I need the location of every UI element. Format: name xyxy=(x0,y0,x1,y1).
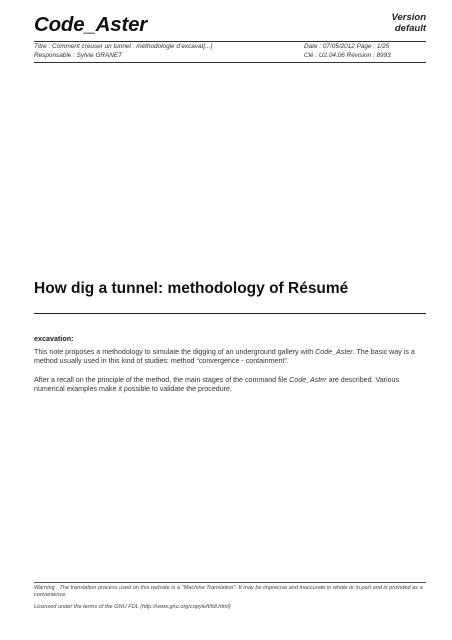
key-revision-line: Clé : U2.04.06 Révision : 8993 xyxy=(304,52,391,59)
paragraph-1-text-b: . The basic way is a method usually used in this kind of studies: method “convergence - containment”. xyxy=(34,348,415,366)
paragraph-2-product-name: Code_Aster xyxy=(289,376,327,384)
responsible-line: Responsable : Sylvie GRANET xyxy=(34,52,123,59)
section-label: excavation: xyxy=(34,334,74,343)
paragraph-2 xyxy=(34,376,428,395)
paragraph-1 xyxy=(34,348,428,367)
footer-license: Licensed under the terms of the GNU FDL (http://www.gnu.org/copyleft/fdl.html) xyxy=(34,604,231,610)
header-rule xyxy=(34,41,426,42)
paragraph-1-product-name: Code_Aster xyxy=(315,348,353,356)
footer-warning: Warning : The translation process used on this website is a "Machine Translation". It may be imprecise and inaccurate in whole or in part and is provided as a convenience. xyxy=(34,585,423,599)
doc-title-line: Titre : Comment creuser un tunnel : méthodologie d’excavat[...] xyxy=(34,43,213,50)
title-rule xyxy=(34,313,426,314)
date-page-line: Date : 07/05/2012 Page : 1/25 xyxy=(304,43,390,50)
version-block xyxy=(392,12,427,34)
paragraph-1-text-a: This note proposes a methodology to simulate the digging of an underground gallery with xyxy=(34,348,316,356)
footer-rule xyxy=(34,582,426,583)
version-label: Version xyxy=(391,12,426,23)
paragraph-2-text-a: After a recall on the principle of the method, the main stages of the command file xyxy=(34,376,290,384)
header-bottom-rule xyxy=(34,62,426,63)
paragraph-2-text-b: are described. Various numerical examples make it possible to validate the procedure. xyxy=(34,376,400,394)
document-title: How dig a tunnel: methodology of Résumé xyxy=(34,280,349,297)
version-value: default xyxy=(394,23,426,34)
code-aster-logo: Code_Aster xyxy=(34,13,148,36)
